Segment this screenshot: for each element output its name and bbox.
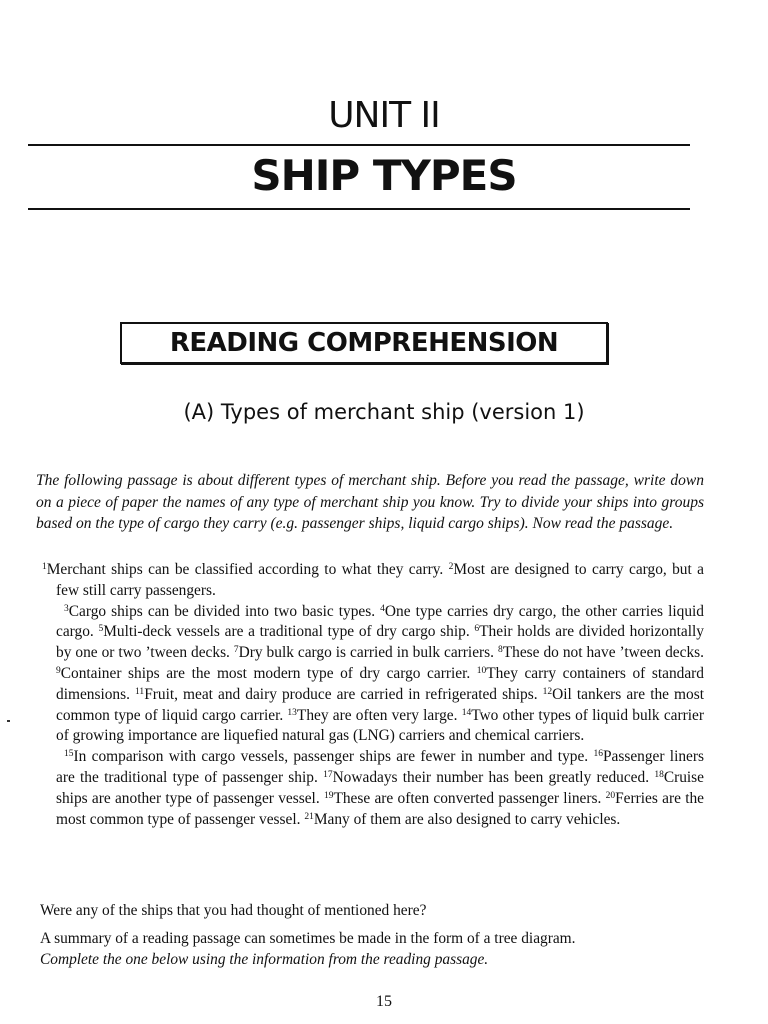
passage-sentence: $^8$These do not have ’tween decks. <box>497 644 704 662</box>
passage-sentence: $^6$Their holds are divided horizontally by one or two ’tween decks. <box>56 623 704 662</box>
sentence-number: 18 <box>654 769 664 780</box>
sentence-number: 8 <box>497 645 503 656</box>
passage-paragraph-3 <box>42 747 704 830</box>
passage-sentence: $^1$Merchant ships can be classified according to what they carry. <box>42 561 449 578</box>
sentence-number: 19 <box>323 790 334 801</box>
passage-sentence: $^{11}$Fruit, meat and dairy produce are carried in refrigerated ships. <box>135 685 543 703</box>
sentence-number: 5 <box>98 624 104 635</box>
passage-paragraph-2 <box>42 602 704 748</box>
passage-sentence: $^7$Dry bulk cargo is carried in bulk carriers. <box>233 644 498 662</box>
section-heading: READING COMPREHENSION <box>169 328 559 358</box>
passage-sentence: $^{14}$Two other types of liquid bulk carrier of growing importance are liquefied natural gas (LNG) carriers and chemical carriers. <box>56 706 704 745</box>
sentence-number: 6 <box>474 624 480 635</box>
chapter-title: SHIP TYPES <box>251 151 517 200</box>
exercise-subheading: (A) Types of merchant ship (version 1) <box>183 400 585 424</box>
summary-instruction: Complete the one below using the information from the reading passage. <box>40 951 489 968</box>
passage-sentence: $^{15}$In comparison with cargo vessels, passenger ships are fewer in number and type. <box>64 748 594 766</box>
passage-sentence: $^{18}$Cruise ships are another type of passenger vessel. <box>56 768 704 807</box>
passage-sentence: $^{19}$These are often converted passenger liners. <box>323 789 606 807</box>
passage-sentence: $^{21}$Many of them are also designed to carry vehicles. <box>304 810 621 828</box>
unit-label: UNIT II <box>328 95 440 136</box>
reading-passage <box>42 560 704 830</box>
sentence-number: 17 <box>323 769 333 780</box>
sentence-number: 12 <box>542 686 553 697</box>
passage-paragraph-1 <box>42 560 704 602</box>
title-rule-top <box>28 144 690 146</box>
intro-instructions: The following passage is about different types of merchant ship. Before you read the passage, write down on a piece of paper the names of any type of merchant ship you know. Try to divide your ships into groups based on the type of cargo they carry (e.g. passenger ships, liquid cargo ships). Now read the passage. <box>36 472 704 533</box>
sentence-number: 4 <box>380 603 385 614</box>
sentence-number: 9 <box>56 665 61 676</box>
passage-sentence: $^4$One type carries dry cargo, the other carries liquid cargo. <box>56 602 704 641</box>
reflection-question: Were any of the ships that you had thought of mentioned here? <box>40 902 427 919</box>
sentence-number: 15 <box>64 749 74 760</box>
passage-sentence: $^{16}$Passenger liners are the traditional type of passenger ship. <box>56 748 704 786</box>
page-number: 15 <box>376 993 392 1010</box>
passage-sentence: $^{20}$Ferries are the most common type of passenger vessel. <box>56 789 704 828</box>
sentence-number: 13 <box>287 707 297 718</box>
passage-sentence: $^2$Most are designed to carry cargo, but a few still carry passengers. <box>56 561 704 599</box>
sentence-number: 1 <box>42 562 47 572</box>
title-rule-bottom <box>28 208 690 210</box>
passage-sentence: $^{13}$They are often very large. <box>287 706 462 724</box>
passage-sentence: $^5$Multi-deck vessels are a traditional type of dry cargo ship. <box>98 623 475 641</box>
summary-text: A summary of a reading passage can sometimes be made in the form of a tree diagram. <box>40 930 576 947</box>
sentence-number: 16 <box>593 749 603 760</box>
summary-paragraph <box>40 928 704 970</box>
passage-sentence: $^{17}$Nowadays their number has been greatly reduced. <box>323 768 655 786</box>
passage-sentence: $^3$Cargo ships can be divided into two basic types. <box>64 602 381 620</box>
sentence-number: 3 <box>64 603 69 614</box>
sentence-number: 11 <box>135 686 145 697</box>
passage-sentence: $^{10}$They carry containers of standard dimensions. <box>56 664 704 703</box>
passage-sentence: $^{12}$Oil tankers are the most common type of liquid cargo carrier. <box>56 685 704 724</box>
sentence-number: 14 <box>461 707 472 718</box>
passage-sentence: $^9$Container ships are the most modern type of dry cargo carrier. <box>56 664 477 682</box>
sentence-number: 7 <box>233 645 239 656</box>
sentence-number: 21 <box>304 811 314 822</box>
sentence-number: 10 <box>476 665 487 676</box>
margin-mark <box>7 720 10 722</box>
sentence-number: 2 <box>448 562 454 572</box>
section-heading-box <box>120 322 608 364</box>
sentence-number: 20 <box>605 790 616 801</box>
